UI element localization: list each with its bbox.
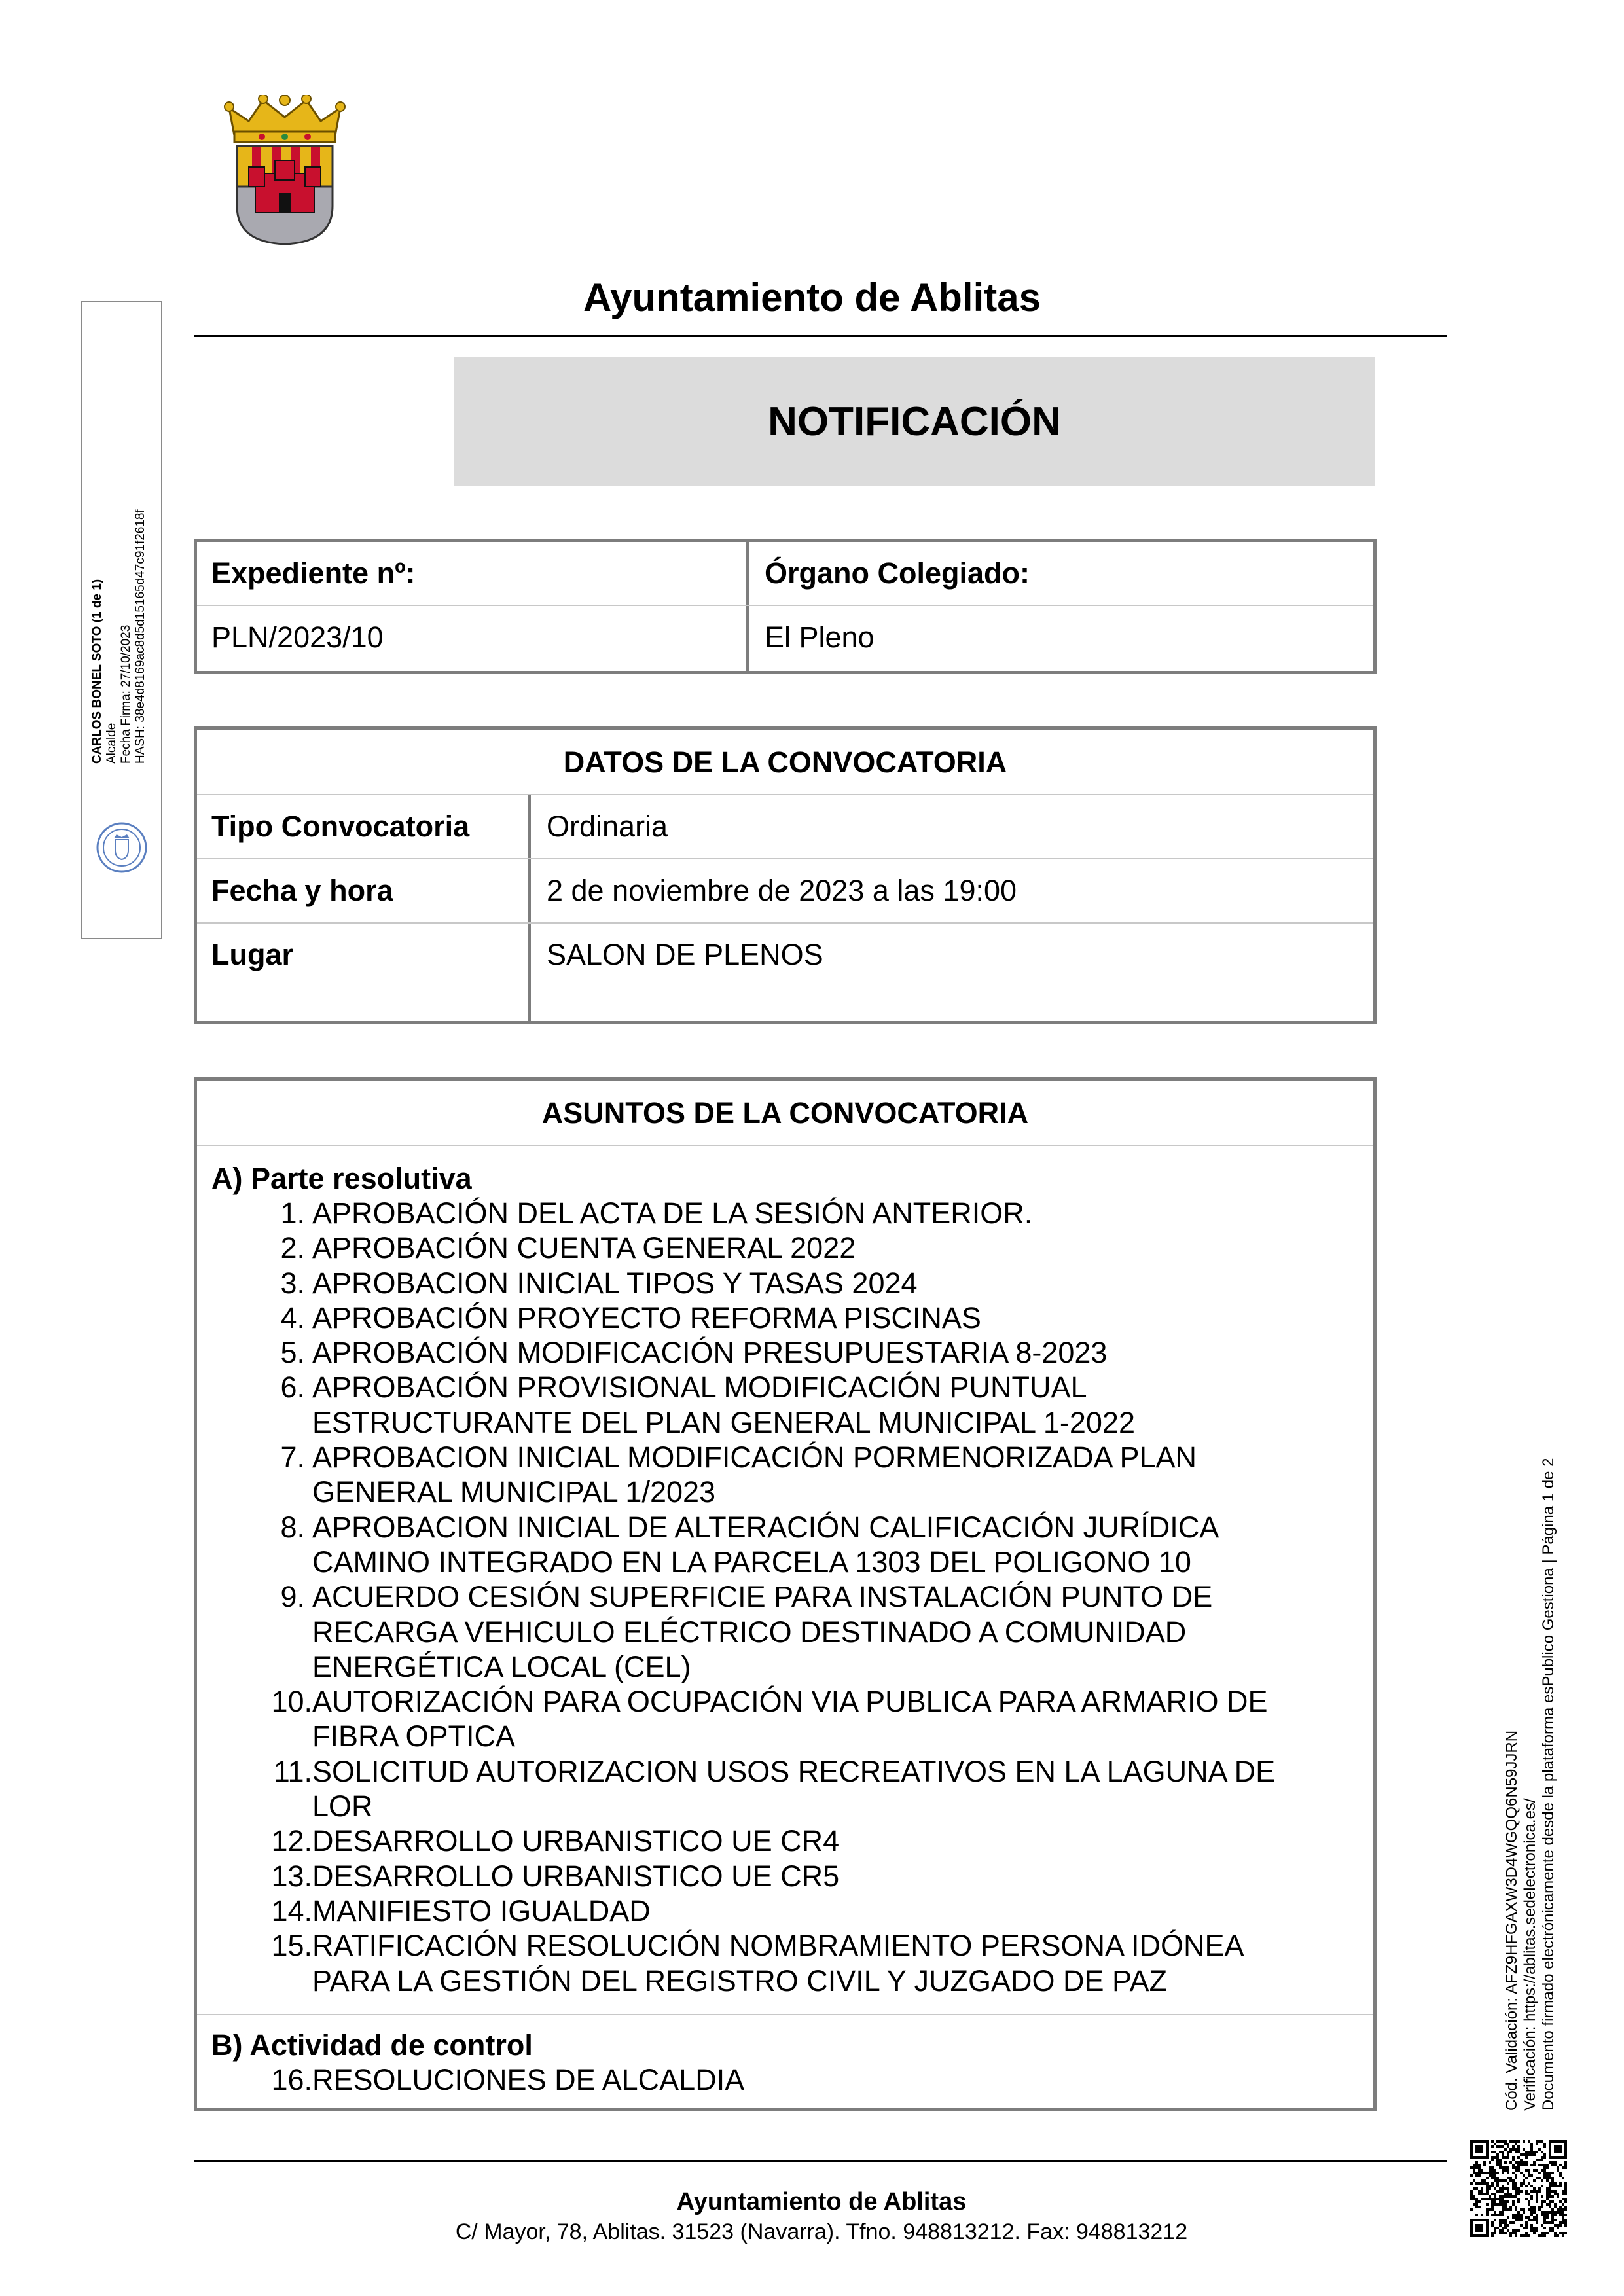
agenda-item-number: 13. <box>271 1859 312 1893</box>
document-type-title: NOTIFICACIÓN <box>768 399 1061 444</box>
agenda-item-number: 2. <box>280 1231 305 1265</box>
expediente-value: PLN/2023/10 <box>211 620 384 654</box>
agenda-item-text: APROBACIÓN PROYECTO REFORMA PISCINAS <box>312 1300 981 1335</box>
row-divider <box>197 794 1373 795</box>
footer-divider <box>194 2160 1447 2162</box>
row-divider <box>197 858 1373 859</box>
validation-code: Cód. Validación: AFZ9HFGAXW3D4WGQQ6N59JJRN <box>1503 1730 1521 2111</box>
verification-url: Verificación: https://ablitas.sedelectronica.es/ <box>1521 1798 1539 2111</box>
convocatoria-table <box>194 726 1377 1024</box>
agenda-item-number: 10. <box>271 1685 312 1719</box>
agenda-item-number: 7. <box>280 1441 305 1475</box>
expediente-table <box>194 539 1377 674</box>
agenda-item-text: APROBACIÓN PROVISIONAL MODIFICACIÓN PUNTUAL ESTRUCTURANTE DEL PLAN GENERAL MUNICIPAL 1-2022 <box>312 1371 1135 1439</box>
row-divider <box>197 1145 1373 1146</box>
agenda-item-text: APROBACION INICIAL TIPOS Y TASAS 2024 <box>312 1266 918 1300</box>
signer-name: CARLOS BONEL SOTO (1 de 1) <box>90 579 104 764</box>
row-divider <box>197 922 1373 924</box>
platform-note: Documento firmado electrónicamente desde la plataforma esPublico Gestiona | Página 1 de 2 <box>1540 1458 1557 2111</box>
agenda-item <box>197 1300 1373 1335</box>
agenda-item-text: RESOLUCIONES DE ALCALDIA <box>312 2063 745 2096</box>
parte-resolutiva-title: A) Parte resolutiva <box>211 1162 472 1195</box>
agenda-item <box>197 1859 1373 1893</box>
signature-date: Fecha Firma: 27/10/2023 <box>119 624 133 764</box>
fecha-hora-label: Fecha y hora <box>211 874 393 907</box>
agenda-item-text: SOLICITUD AUTORIZACION USOS RECREATIVOS EN LA LAGUNA DE LOR <box>312 1754 1276 1823</box>
agenda-item-number: 3. <box>280 1266 305 1300</box>
agenda-item <box>197 1754 1373 1824</box>
agenda-item <box>197 1440 1373 1510</box>
page-title: Ayuntamiento de Ablitas <box>583 276 1041 319</box>
column-divider <box>528 795 531 1021</box>
agenda-item <box>197 2062 1373 2097</box>
agenda-item <box>197 1823 1373 1858</box>
agenda-item-text: DESARROLLO URBANISTICO UE CR4 <box>312 1824 840 1858</box>
agenda-item-text: APROBACIÓN CUENTA GENERAL 2022 <box>312 1231 856 1265</box>
footer-address: C/ Mayor, 78, Ablitas. 31523 (Navarra). Tfno. 948813212. Fax: 948813212 <box>455 2219 1188 2244</box>
agenda-item-number: 1. <box>280 1196 305 1230</box>
agenda-item <box>197 1335 1373 1370</box>
agenda-item-number: 6. <box>280 1371 305 1405</box>
agenda-item-number: 11. <box>273 1754 312 1788</box>
agenda-item-number: 16. <box>271 2063 312 2096</box>
document-type-banner <box>454 357 1375 486</box>
parte-resolutiva-list <box>197 1196 1373 1998</box>
lugar-label: Lugar <box>211 938 294 971</box>
agenda-item <box>197 1230 1373 1265</box>
agenda-item-text: MANIFIESTO IGUALDAD <box>312 1893 651 1928</box>
agenda-item-text: APROBACION INICIAL DE ALTERACIÓN CALIFICACIÓN JURÍDICA CAMINO INTEGRADO EN LA PARCELA 1303 DEL POLIGONO 10 <box>312 1510 1219 1579</box>
actividad-control-list <box>197 2062 1373 2097</box>
actividad-control-title: B) Actividad de control <box>211 2028 533 2062</box>
agenda-item-number: 5. <box>280 1336 305 1370</box>
official-seal-icon <box>96 821 148 874</box>
agenda-item-text: APROBACION INICIAL MODIFICACIÓN PORMENORIZADA PLAN GENERAL MUNICIPAL 1/2023 <box>312 1441 1197 1509</box>
agenda-item <box>197 1928 1373 1998</box>
asuntos-table <box>194 1077 1377 2111</box>
convocatoria-title: DATOS DE LA CONVOCATORIA <box>563 745 1007 779</box>
footer-org-name: Ayuntamiento de Ablitas <box>676 2188 967 2215</box>
agenda-item-text: AUTORIZACIÓN PARA OCUPACIÓN VIA PUBLICA PARA ARMARIO DE FIBRA OPTICA <box>312 1685 1268 1753</box>
signer-role: Alcalde <box>105 723 118 764</box>
organo-value: El Pleno <box>765 620 875 654</box>
header-divider <box>194 335 1447 337</box>
coat-of-arms-icon <box>223 95 347 245</box>
signature-hash: HASH: 38e4d8169ac8d5d15165d47c91f2618f <box>134 509 147 764</box>
row-divider <box>197 2014 1373 2015</box>
lugar-value: SALON DE PLENOS <box>547 938 823 971</box>
agenda-item-number: 8. <box>280 1510 305 1544</box>
agenda-item-text: APROBACIÓN MODIFICACIÓN PRESUPUESTARIA 8-2023 <box>312 1336 1108 1370</box>
agenda-item-text: ACUERDO CESIÓN SUPERFICIE PARA INSTALACIÓN PUNTO DE RECARGA VEHICULO ELÉCTRICO DESTINADO A COMUNIDAD ENERGÉTICA LOCAL (CEL) <box>312 1580 1213 1683</box>
fecha-hora-value: 2 de noviembre de 2023 a las 19:00 <box>547 874 1017 907</box>
agenda-item-number: 4. <box>280 1300 305 1335</box>
row-divider <box>197 605 1373 606</box>
agenda-item <box>197 1893 1373 1928</box>
agenda-item <box>197 1196 1373 1230</box>
agenda-item-text: APROBACIÓN DEL ACTA DE LA SESIÓN ANTERIOR. <box>312 1196 1033 1230</box>
tipo-convocatoria-label: Tipo Convocatoria <box>211 810 470 843</box>
column-divider <box>746 542 749 671</box>
tipo-convocatoria-value: Ordinaria <box>547 810 668 843</box>
agenda-item-text: DESARROLLO URBANISTICO UE CR5 <box>312 1859 840 1893</box>
agenda-item <box>197 1579 1373 1684</box>
agenda-item-number: 9. <box>280 1580 305 1614</box>
expediente-label: Expediente nº: <box>211 556 416 590</box>
agenda-item <box>197 1370 1373 1440</box>
agenda-item <box>197 1266 1373 1300</box>
asuntos-title: ASUNTOS DE LA CONVOCATORIA <box>541 1096 1029 1130</box>
qr-code-icon <box>1470 2140 1567 2237</box>
organo-label: Órgano Colegiado: <box>765 556 1030 590</box>
agenda-item <box>197 1510 1373 1580</box>
agenda-item-text: RATIFICACIÓN RESOLUCIÓN NOMBRAMIENTO PERSONA IDÓNEA PARA LA GESTIÓN DEL REGISTRO CIVIL Y JUZGADO DE PAZ <box>312 1929 1244 1998</box>
agenda-item-number: 15. <box>271 1929 312 1963</box>
agenda-item-number: 12. <box>271 1824 312 1858</box>
agenda-item <box>197 1684 1373 1754</box>
agenda-item-number: 14. <box>271 1893 312 1928</box>
